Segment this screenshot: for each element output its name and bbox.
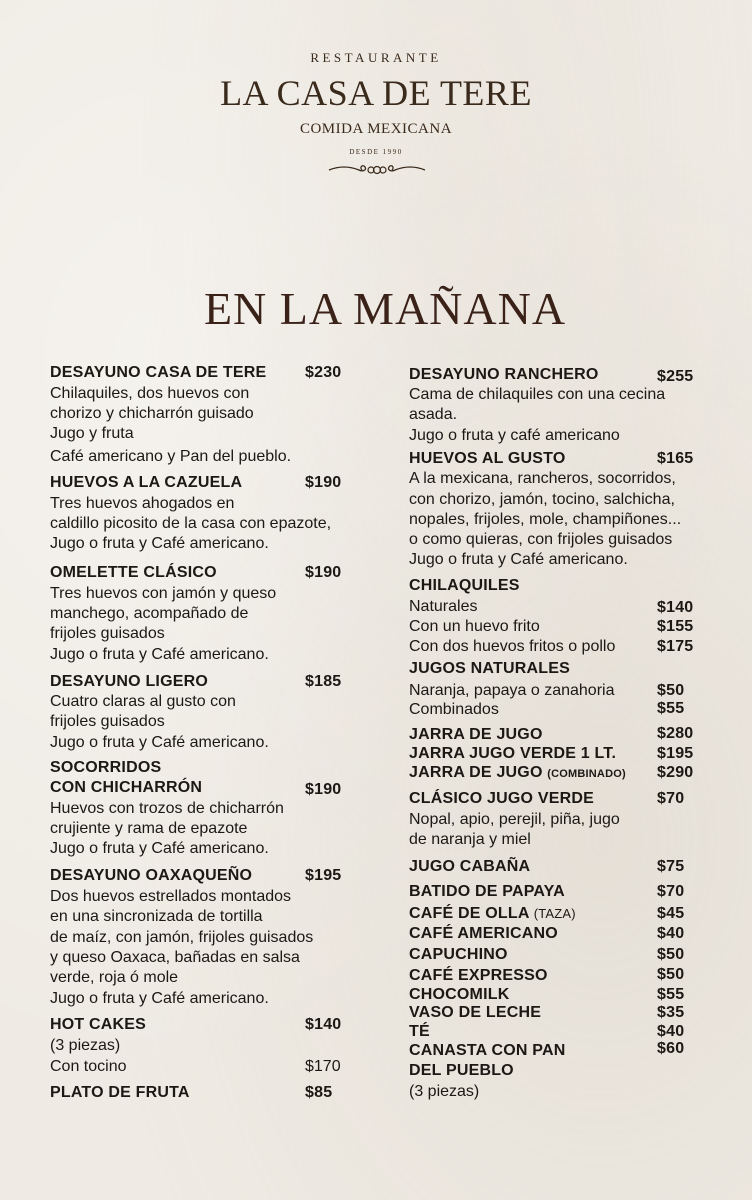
item-description: en una sincronizada de tortilla bbox=[50, 908, 263, 925]
flourish-ornament-icon bbox=[327, 158, 427, 180]
item-description: Jugo o fruta y Café americano. bbox=[50, 535, 269, 552]
item-price: $40 bbox=[657, 925, 685, 942]
item-description: caldillo picosito de la casa con epazote, bbox=[50, 515, 332, 532]
item-description: Jugo o fruta y Café americano. bbox=[50, 646, 269, 663]
item-description: asada. bbox=[409, 406, 458, 423]
item-description: Jugo o fruta y Café americano. bbox=[409, 551, 628, 568]
item-name: JUGO CABAÑA bbox=[409, 858, 531, 875]
item-name: HOT CAKES bbox=[50, 1016, 147, 1033]
item-price: $85 bbox=[305, 1084, 333, 1101]
item-name: PLATO DE FRUTA bbox=[50, 1084, 190, 1101]
item-description: Café americano y Pan del pueblo. bbox=[50, 448, 292, 465]
item-price: $40 bbox=[657, 1023, 685, 1040]
item-description: Jugo y fruta bbox=[50, 425, 134, 442]
item-description: de naranja y miel bbox=[409, 831, 531, 848]
item-description: manchego, acompañado de bbox=[50, 605, 249, 622]
item-option-price: $140 bbox=[657, 599, 694, 616]
item-description: crujiente y rama de epazote bbox=[50, 820, 248, 837]
item-name: DESAYUNO RANCHERO bbox=[409, 366, 599, 383]
item-option-price: $170 bbox=[305, 1058, 341, 1075]
item-description: de maíz, con jamón, frijoles guisados bbox=[50, 929, 314, 946]
item-option: Con tocino bbox=[50, 1058, 127, 1075]
item-option: Con dos huevos fritos o pollo bbox=[409, 638, 616, 655]
item-description: Jugo o fruta y Café americano. bbox=[50, 840, 269, 857]
item-description: y queso Oaxaca, bañadas en salsa bbox=[50, 949, 300, 966]
item-name: JUGOS NATURALES bbox=[409, 660, 570, 677]
item-name: DEL PUEBLO bbox=[409, 1062, 514, 1079]
item-name: CAFÉ AMERICANO bbox=[409, 925, 558, 942]
item-name: BATIDO DE PAPAYA bbox=[409, 883, 565, 900]
item-description: Jugo o fruta y café americano bbox=[409, 427, 620, 444]
item-name: CON CHICHARRÓN bbox=[50, 779, 203, 796]
item-description: (3 piezas) bbox=[50, 1037, 121, 1054]
item-price: $70 bbox=[657, 883, 685, 900]
item-price: $280 bbox=[657, 725, 694, 742]
item-description: Tres huevos con jamón y queso bbox=[50, 585, 277, 602]
item-option: Con un huevo frito bbox=[409, 618, 540, 635]
item-price: $50 bbox=[657, 946, 685, 963]
item-description: Cuatro claras al gusto con bbox=[50, 693, 236, 710]
item-description: frijoles guisados bbox=[50, 625, 165, 642]
logo-restaurante-label: RESTAURANTE bbox=[310, 50, 442, 65]
item-description: Cama de chilaquiles con una cecina bbox=[409, 386, 666, 403]
item-description: Huevos con trozos de chicharrón bbox=[50, 800, 284, 817]
item-description: Jugo o fruta y Café americano. bbox=[50, 990, 269, 1007]
item-description: Chilaquiles, dos huevos con bbox=[50, 385, 250, 402]
item-name: JARRA DE JUGO bbox=[409, 726, 543, 743]
item-description: con chorizo, jamón, tocino, salchicha, bbox=[409, 491, 675, 508]
item-name: DESAYUNO LIGERO bbox=[50, 673, 208, 690]
item-name bbox=[409, 904, 576, 924]
item-price: $140 bbox=[305, 1016, 342, 1033]
item-price: $290 bbox=[657, 764, 694, 781]
item-price: $165 bbox=[657, 450, 694, 467]
logo-cuisine: COMIDA MEXICANA bbox=[299, 121, 453, 137]
item-option-price: $55 bbox=[657, 700, 685, 717]
item-name-text: JARRA DE JUGO bbox=[409, 764, 543, 781]
item-name: DESAYUNO CASA DE TERE bbox=[50, 364, 267, 381]
item-description: o como quieras, con frijoles guisados bbox=[409, 531, 673, 548]
item-price: $55 bbox=[657, 986, 685, 1003]
item-name bbox=[409, 763, 626, 784]
item-option: Naranja, papaya o zanahoria bbox=[409, 682, 615, 699]
item-name: HUEVOS AL GUSTO bbox=[409, 450, 566, 467]
section-title: EN LA MAÑANA bbox=[203, 283, 567, 334]
item-name: JARRA JUGO VERDE 1 LT. bbox=[409, 745, 617, 762]
item-name: HUEVOS A LA CAZUELA bbox=[50, 474, 243, 491]
item-price: $60 bbox=[657, 1040, 685, 1057]
item-price: $195 bbox=[657, 745, 694, 762]
item-name: CLÁSICO JUGO VERDE bbox=[409, 790, 594, 807]
item-price: $50 bbox=[657, 966, 685, 983]
item-name-text: CAFÉ DE OLLA bbox=[409, 905, 530, 922]
item-price: $195 bbox=[305, 867, 342, 884]
logo-restaurant-name: LA CASA DE TERE bbox=[220, 73, 532, 113]
item-price: $190 bbox=[305, 781, 342, 798]
item-price: $185 bbox=[305, 673, 342, 690]
item-description: (3 piezas) bbox=[409, 1083, 480, 1100]
item-description: verde, roja ó mole bbox=[50, 969, 179, 986]
item-option-price: $50 bbox=[657, 682, 685, 699]
item-name: DESAYUNO OAXAQUEÑO bbox=[50, 867, 253, 884]
item-price: $255 bbox=[657, 368, 694, 385]
item-description: chorizo y chicharrón guisado bbox=[50, 405, 254, 422]
item-name: CHILAQUILES bbox=[409, 577, 520, 594]
item-description: A la mexicana, rancheros, socorridos, bbox=[409, 470, 676, 487]
item-description: Jugo o fruta y Café americano. bbox=[50, 734, 269, 751]
item-price: $45 bbox=[657, 905, 685, 922]
item-name: CAPUCHINO bbox=[409, 946, 508, 963]
item-name: CAFÉ EXPRESSO bbox=[409, 967, 548, 984]
item-name: CANASTA CON PAN bbox=[409, 1042, 566, 1059]
item-name: TÉ bbox=[409, 1023, 430, 1040]
item-name: OMELETTE CLÁSICO bbox=[50, 564, 217, 581]
item-description: nopales, frijoles, mole, champiñones... bbox=[409, 511, 682, 528]
item-name: SOCORRIDOS bbox=[50, 759, 162, 776]
item-price: $230 bbox=[305, 364, 342, 381]
item-option-price: $175 bbox=[657, 638, 694, 655]
item-note: (TAZA) bbox=[533, 906, 576, 921]
item-price: $70 bbox=[657, 790, 685, 807]
item-description: Dos huevos estrellados montados bbox=[50, 888, 292, 905]
item-price: $190 bbox=[305, 474, 342, 491]
item-option: Combinados bbox=[409, 701, 499, 718]
item-description: Nopal, apio, perejil, piña, jugo bbox=[409, 811, 620, 828]
logo-since: DESDE 1990 bbox=[349, 148, 403, 156]
item-option: Naturales bbox=[409, 598, 478, 615]
item-price: $190 bbox=[305, 564, 342, 581]
item-note: (COMBINADO) bbox=[547, 768, 626, 780]
item-description: frijoles guisados bbox=[50, 713, 165, 730]
item-price: $75 bbox=[657, 858, 685, 875]
item-price: $35 bbox=[657, 1004, 685, 1021]
item-description: Tres huevos ahogados en bbox=[50, 495, 235, 512]
item-name: VASO DE LECHE bbox=[409, 1004, 542, 1021]
item-option-price: $155 bbox=[657, 618, 694, 635]
item-name: CHOCOMILK bbox=[409, 986, 510, 1003]
